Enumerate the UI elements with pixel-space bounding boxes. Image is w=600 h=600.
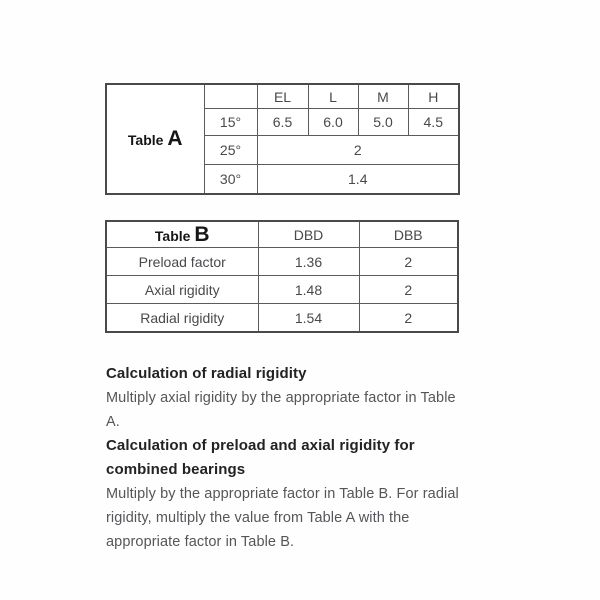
notes-text-block: [106, 362, 468, 554]
table-b-title-letter: B: [194, 222, 210, 246]
table-a-value: 5.0: [358, 109, 408, 136]
section-body: Multiply by the appropriate factor in Table B. For radial rigidity, multiply the value from Table A with the appropriate factor in Table B.: [106, 486, 459, 550]
table-a-value: 6.5: [257, 109, 308, 136]
table-a-col-header: L: [308, 84, 358, 109]
table-b: [105, 220, 459, 333]
table-a-title-cell: [106, 84, 204, 194]
section-heading: Calculation of radial rigidity: [106, 365, 307, 382]
table-a-angle-label: 25°: [204, 136, 257, 165]
section-body: Multiply axial rigidity by the appropriate factor in Table A.: [106, 390, 456, 430]
table-a-header-row: [106, 84, 459, 109]
table-a: [105, 83, 460, 195]
table-b-title-prefix: Table: [154, 227, 191, 244]
table-a-angle-label: 15°: [204, 109, 257, 136]
table-a-col-header: H: [408, 84, 459, 109]
table-b-row-label: Radial rigidity: [106, 304, 258, 333]
table-a-title-letter: A: [167, 127, 183, 150]
table-a-angle-label: 30°: [204, 165, 257, 195]
table-b-title-cell: [106, 221, 258, 248]
table-a-merged-value: 1.4: [257, 165, 459, 195]
table-b-row-label: Axial rigidity: [106, 276, 258, 304]
table-a-title-prefix: Table: [127, 132, 164, 148]
table-b-row-label: Preload factor: [106, 248, 258, 276]
table-row: [106, 304, 458, 333]
table-b-col-header: DBD: [258, 221, 359, 248]
table-a-col-header: M: [358, 84, 408, 109]
table-b-value: 2: [359, 276, 458, 304]
table-b-value: 1.36: [258, 248, 359, 276]
table-b-value: 1.48: [258, 276, 359, 304]
table-a-merged-value: 2: [257, 136, 459, 165]
table-a-corner-cell: [204, 84, 257, 109]
table-row: [106, 276, 458, 304]
section-heading: Calculation of preload and axial rigidity for combined bearings: [106, 437, 415, 478]
table-b-header-row: [106, 221, 458, 248]
table-a-col-header: EL: [257, 84, 308, 109]
table-b-value: 2: [359, 248, 458, 276]
table-b-value: 1.54: [258, 304, 359, 333]
table-row: [106, 248, 458, 276]
table-b-col-header: DBB: [359, 221, 458, 248]
table-b-value: 2: [359, 304, 458, 333]
table-a-value: 6.0: [308, 109, 358, 136]
table-a-value: 4.5: [408, 109, 459, 136]
